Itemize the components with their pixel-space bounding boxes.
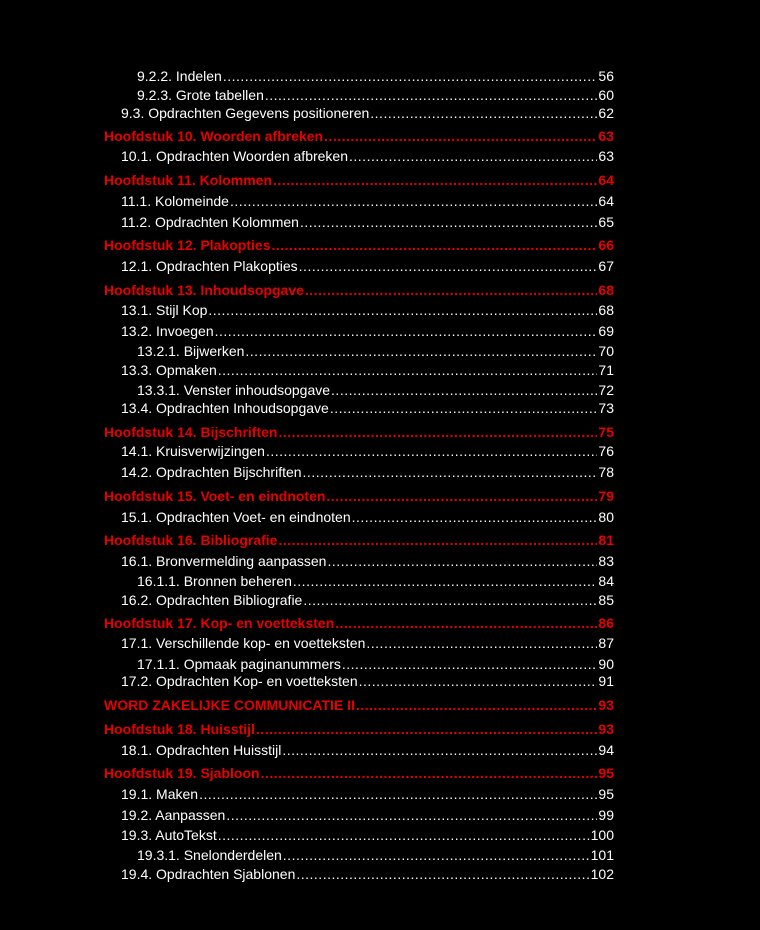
toc-section-entry[interactable]	[121, 785, 614, 803]
toc-entry-page-number: 94	[598, 742, 614, 758]
toc-entry-page-number: 86	[598, 615, 614, 631]
toc-entry-page-number: 75	[598, 424, 614, 440]
toc-entry-title: 13.4. Opdrachten Inhoudsopgave	[121, 400, 329, 416]
toc-entry-title: 19.2. Aanpassen	[121, 807, 226, 823]
dot-leader	[370, 104, 597, 122]
toc-entry-page-number: 91	[598, 673, 614, 689]
toc-chapter-entry[interactable]	[104, 423, 614, 441]
dot-leader	[218, 826, 590, 844]
toc-entry-page-number: 69	[598, 323, 614, 339]
toc-entry-page-number: 95	[598, 765, 614, 781]
toc-entry-title: Hoofdstuk 12. Plakopties	[104, 237, 271, 253]
toc-entry-title: 11.2. Opdrachten Kolommen	[121, 214, 299, 230]
toc-entry-page-number: 63	[598, 128, 614, 144]
toc-entry-title: 14.1. Kruisverwijzingen	[121, 443, 265, 459]
toc-section-entry[interactable]	[121, 301, 614, 319]
toc-entry-page-number: 99	[598, 807, 614, 823]
toc-section-entry[interactable]	[121, 104, 614, 122]
dot-leader	[331, 381, 597, 399]
toc-entry-title: 17.1. Verschillende kop- en voetteksten	[121, 635, 366, 651]
toc-entry-title: 17.2. Opdrachten Kop- en voetteksten	[121, 673, 358, 689]
dot-leader	[293, 572, 598, 590]
toc-section-entry[interactable]	[121, 865, 614, 883]
toc-entry-title: WORD ZAKELIJKE COMMUNICATIE II	[104, 697, 355, 713]
toc-section-entry[interactable]	[121, 634, 614, 652]
toc-section-entry[interactable]	[121, 463, 614, 481]
toc-section-entry[interactable]	[137, 572, 614, 590]
toc-chapter-entry[interactable]	[104, 720, 614, 738]
dot-leader	[266, 442, 597, 460]
toc-section-entry[interactable]	[121, 442, 614, 460]
toc-entry-title: 13.3. Opmaken	[121, 362, 217, 378]
dot-leader	[299, 257, 598, 275]
toc-entry-page-number: 84	[598, 573, 614, 589]
dot-leader	[327, 552, 597, 570]
toc-entry-title: 16.2. Opdrachten Bibliografie	[121, 592, 303, 608]
toc-entry-title: 16.1.1. Bronnen beheren	[137, 573, 292, 589]
dot-leader	[278, 423, 597, 441]
dot-leader	[300, 213, 597, 231]
toc-chapter-entry[interactable]	[104, 171, 614, 189]
toc-entry-page-number: 64	[598, 193, 614, 209]
toc-entry-title: 19.3. AutoTekst	[121, 827, 217, 843]
toc-entry-title: 16.1. Bronvermelding aanpassen	[121, 553, 327, 569]
dot-leader	[335, 614, 597, 632]
toc-section-entry[interactable]	[121, 552, 614, 570]
toc-entry-page-number: 73	[598, 400, 614, 416]
toc-section-entry[interactable]	[121, 806, 614, 824]
toc-entry-title: Hoofdstuk 10. Woorden afbreken	[104, 128, 324, 144]
toc-entry-page-number: 102	[590, 866, 614, 882]
toc-chapter-entry[interactable]	[104, 764, 614, 782]
toc-entry-title: Hoofdstuk 15. Voet- en eindnoten	[104, 488, 326, 504]
toc-entry-title: 15.1. Opdrachten Voet- en eindnoten	[121, 509, 351, 525]
toc-entry-page-number: 93	[598, 697, 614, 713]
toc-entry-page-number: 68	[598, 282, 614, 298]
dot-leader	[215, 322, 598, 340]
toc-section-entry[interactable]	[121, 508, 614, 526]
toc-entry-page-number: 71	[598, 362, 614, 378]
toc-section-entry[interactable]	[121, 361, 614, 379]
dot-leader	[265, 86, 598, 104]
toc-entry-title: 13.3.1. Venster inhoudsopgave	[137, 382, 331, 398]
toc-section-entry[interactable]	[121, 591, 614, 609]
toc-entry-page-number: 66	[598, 237, 614, 253]
dot-leader	[366, 634, 597, 652]
toc-entry-page-number: 63	[598, 148, 614, 164]
toc-entry-title: Hoofdstuk 11. Kolommen	[104, 172, 273, 188]
toc-chapter-entry[interactable]	[104, 236, 614, 254]
toc-entry-title: 13.2. Invoegen	[121, 323, 214, 339]
toc-entry-title: Hoofdstuk 18. Huisstijl	[104, 721, 255, 737]
dot-leader	[278, 531, 597, 549]
toc-entry-page-number: 72	[598, 382, 614, 398]
toc-entry-page-number: 95	[598, 786, 614, 802]
toc-entry-title: 9.2.3. Grote tabellen	[137, 87, 264, 103]
dot-leader	[342, 655, 598, 673]
toc-entry-title: Hoofdstuk 14. Bijschriften	[104, 424, 278, 440]
dot-leader	[199, 785, 597, 803]
toc-entry-title: 17.1.1. Opmaak paginanummers	[137, 656, 341, 672]
toc-entry-page-number: 93	[598, 721, 614, 737]
toc-entry-title: 13.2.1. Bijwerken	[137, 343, 245, 359]
toc-entry-title: 11.1. Kolomeinde	[121, 193, 229, 209]
toc-section-entry[interactable]	[137, 655, 614, 673]
toc-entry-title: 18.1. Opdrachten Huisstijl	[121, 742, 282, 758]
toc-entry-title: 10.1. Opdrachten Woorden afbreken	[121, 148, 349, 164]
toc-chapter-entry[interactable]	[104, 614, 614, 632]
dot-leader	[359, 672, 598, 690]
dot-leader	[271, 236, 597, 254]
toc-section-entry[interactable]	[137, 846, 614, 864]
dot-leader	[296, 865, 589, 883]
dot-leader	[349, 147, 597, 165]
dot-leader	[303, 591, 597, 609]
toc-entry-title: 19.1. Maken	[121, 786, 199, 802]
toc-entry-page-number: 100	[590, 827, 614, 843]
dot-leader	[283, 846, 590, 864]
toc-entry-page-number: 67	[598, 258, 614, 274]
dot-leader	[326, 487, 597, 505]
toc-entry-title: 19.3.1. Snelonderdelen	[137, 847, 282, 863]
dot-leader	[245, 342, 597, 360]
toc-entry-title: 19.4. Opdrachten Sjablonen	[121, 866, 296, 882]
dot-leader	[230, 192, 597, 210]
toc-entry-title: 14.2. Opdrachten Bijschriften	[121, 464, 302, 480]
toc-entry-title: Hoofdstuk 13. Inhoudsopgave	[104, 282, 304, 298]
toc-entry-page-number: 79	[598, 488, 614, 504]
dot-leader	[356, 696, 597, 714]
dot-leader	[261, 764, 598, 782]
dot-leader	[208, 301, 597, 319]
toc-entry-page-number: 70	[598, 343, 614, 359]
dot-leader	[324, 127, 597, 145]
toc-chapter-entry[interactable]	[104, 487, 614, 505]
toc-entry-page-number: 80	[598, 509, 614, 525]
toc-entry-page-number: 60	[598, 87, 614, 103]
toc-chapter-entry[interactable]	[104, 531, 614, 549]
toc-section-entry[interactable]	[121, 826, 614, 844]
toc-entry-page-number: 76	[598, 443, 614, 459]
toc-section-entry[interactable]	[121, 322, 614, 340]
toc-entry-page-number: 56	[598, 68, 614, 84]
toc-section-entry[interactable]	[121, 741, 614, 759]
dot-leader	[303, 463, 598, 481]
toc-chapter-entry[interactable]	[104, 281, 614, 299]
toc-section-entry[interactable]	[121, 399, 614, 417]
toc-entry-title: Hoofdstuk 16. Bibliografie	[104, 532, 278, 548]
toc-entry-page-number: 81	[598, 532, 614, 548]
toc-entry-page-number: 83	[598, 553, 614, 569]
toc-entry-page-number: 90	[598, 656, 614, 672]
dot-leader	[305, 281, 598, 299]
toc-section-entry[interactable]	[137, 86, 614, 104]
dot-leader	[256, 720, 598, 738]
dot-leader	[218, 361, 598, 379]
toc-section-entry[interactable]	[137, 342, 614, 360]
toc-entry-title: 13.1. Stijl Kop	[121, 302, 208, 318]
toc-chapter-entry[interactable]	[104, 696, 614, 714]
dot-leader	[282, 741, 597, 759]
toc-entry-page-number: 87	[598, 635, 614, 651]
toc-entry-title: 9.3. Opdrachten Gegevens positioneren	[121, 105, 370, 121]
toc-section-entry[interactable]	[137, 381, 614, 399]
toc-section-entry[interactable]	[121, 147, 614, 165]
dot-leader	[223, 67, 598, 85]
toc-section-entry[interactable]	[121, 213, 614, 231]
dot-leader	[330, 399, 598, 417]
dot-leader	[273, 171, 597, 189]
dot-leader	[352, 508, 598, 526]
toc-entry-page-number: 65	[598, 214, 614, 230]
toc-section-entry[interactable]	[121, 672, 614, 690]
toc-entry-page-number: 85	[598, 592, 614, 608]
toc-entry-page-number: 78	[598, 464, 614, 480]
toc-entry-title: 9.2.2. Indelen	[137, 68, 222, 84]
toc-entry-title: Hoofdstuk 19. Sjabloon	[104, 765, 260, 781]
toc-entry-title: 12.1. Opdrachten Plakopties	[121, 258, 298, 274]
toc-entry-page-number: 62	[598, 105, 614, 121]
toc-chapter-entry[interactable]	[104, 127, 614, 145]
dot-leader	[226, 806, 597, 824]
toc-entry-page-number: 101	[590, 847, 614, 863]
toc-entry-page-number: 68	[598, 302, 614, 318]
toc-entry-title: Hoofdstuk 17. Kop- en voetteksten	[104, 615, 335, 631]
toc-entry-page-number: 64	[598, 172, 614, 188]
toc-section-entry[interactable]	[121, 192, 614, 210]
toc-section-entry[interactable]	[137, 67, 614, 85]
toc-section-entry[interactable]	[121, 257, 614, 275]
